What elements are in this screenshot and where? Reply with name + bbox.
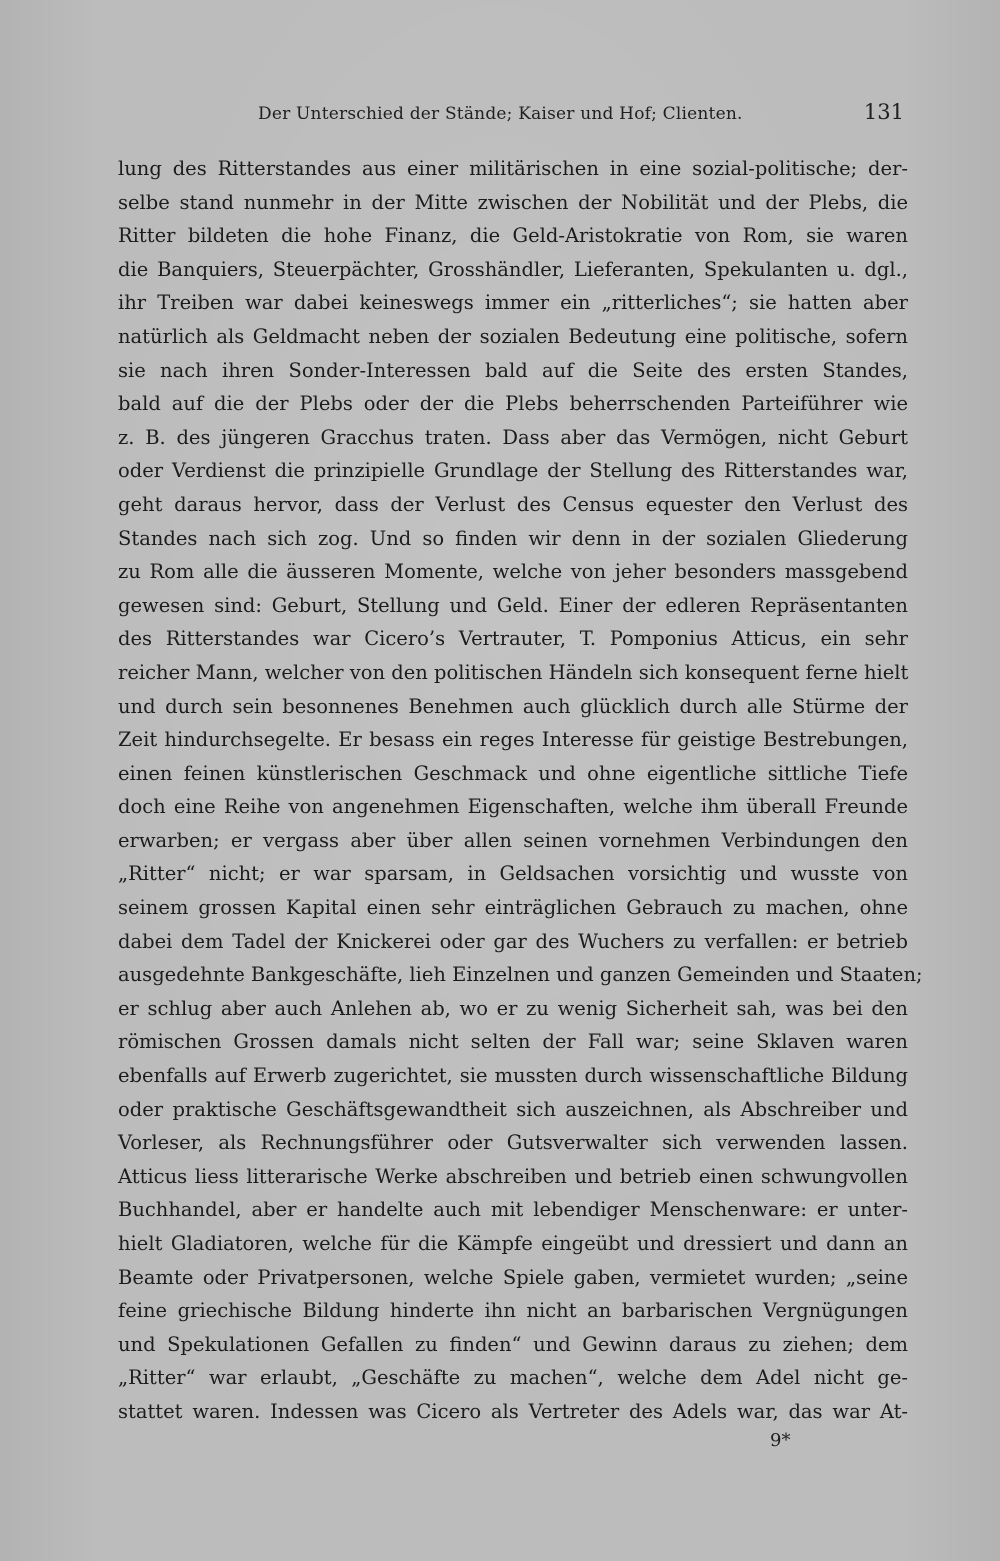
- body-text: [118, 152, 923, 1429]
- text-line: „Ritter“ nicht; er war sparsam, in Geldsachen vorsichtig und wusste von: [118, 862, 908, 886]
- text-line: gewesen sind: Geburt, Stellung und Geld. Einer der edleren Repräsentanten: [118, 593, 908, 617]
- text-line: und Spekulationen Gefallen zu finden“ und Gewinn daraus zu ziehen; dem: [118, 1332, 908, 1356]
- text-line: des Ritterstandes war Cicero’s Vertrauter, T. Pomponius Atticus, ein sehr: [118, 627, 908, 651]
- text-line: hielt Gladiatoren, welche für die Kämpfe eingeübt und dressiert und dann an: [118, 1232, 908, 1255]
- text-line: Standes nach sich zog. Und so finden wir denn in der sozialen Gliederung: [118, 526, 908, 550]
- text-line: erwarben; er vergass aber über allen seinen vornehmen Verbindungen den: [118, 828, 908, 852]
- text-line: Zeit hindurchsegelte. Er besass ein reges Interesse für geistige Bestrebungen,: [118, 728, 908, 752]
- text-line: Atticus liess litterarische Werke abschreiben und betrieb einen schwungvollen: [118, 1164, 908, 1188]
- text-line: bald auf die der Plebs oder der die Plebs beherrschenden Parteiführer wie: [118, 392, 908, 416]
- text-line: er schlug aber auch Anlehen ab, wo er zu wenig Sicherheit sah, was bei den: [118, 996, 908, 1020]
- signature-mark: 9*: [770, 1430, 791, 1451]
- text-line: einen feinen künstlerischen Geschmack und ohne eigentliche sittliche Tiefe: [118, 761, 908, 785]
- text-line: geht daraus hervor, dass der Verlust des Census equester den Verlust des: [118, 492, 908, 516]
- text-line: selbe stand nunmehr in der Mitte zwischen der Nobilität und der Plebs, die: [118, 190, 908, 214]
- text-line: ihr Treiben war dabei keineswegs immer ein „ritterliches“; sie hatten aber: [118, 291, 908, 315]
- text-line: zu Rom alle die äusseren Momente, welche von jeher besonders massgebend: [118, 560, 908, 584]
- text-line: und durch sein besonnenes Benehmen auch glücklich durch alle Stürme der: [118, 694, 908, 718]
- text-line: feine griechische Bildung hinderte ihn nicht an barbarischen Vergnügungen: [118, 1299, 908, 1323]
- text-line: seinem grossen Kapital einen sehr einträglichen Gebrauch zu machen, ohne: [118, 896, 908, 920]
- text-line: oder Verdienst die prinzipielle Grundlage der Stellung des Ritterstandes war,: [118, 459, 908, 483]
- text-line: Vorleser, als Rechnungsführer oder Gutsverwalter sich verwenden lassen.: [118, 1131, 908, 1155]
- text-line: z. B. des jüngeren Gracchus traten. Dass aber das Vermögen, nicht Geburt: [118, 425, 908, 449]
- text-line: Ritter bildeten die hohe Finanz, die Geld-Aristokratie von Rom, sie waren: [118, 224, 908, 248]
- text-line: ebenfalls auf Erwerb zugerichtet, sie mussten durch wissenschaftliche Bildung: [118, 1064, 908, 1088]
- text-line: doch eine Reihe von angenehmen Eigenschaften, welche ihm überall Freunde: [118, 795, 908, 819]
- running-title: Der Unterschied der Stände; Kaiser und Hof; Clienten.: [258, 104, 743, 124]
- text-line: oder praktische Geschäftsgewandtheit sich auszeichnen, als Abschreiber und: [118, 1097, 908, 1121]
- text-line: die Banquiers, Steuerpächter, Grosshändler, Lieferanten, Spekulanten u. dgl.,: [118, 257, 908, 281]
- text-line: lung des Ritterstandes aus einer militärischen in eine sozial-politische; der-: [118, 157, 908, 180]
- text-line: Beamte oder Privatpersonen, welche Spiele gaben, vermietet wurden; „seine: [118, 1265, 908, 1289]
- text-line: ausgedehnte Bankgeschäfte, lieh Einzelnen und ganzen Gemeinden und Staaten;: [118, 963, 923, 987]
- text-line: sie nach ihren Sonder-Interessen bald auf die Seite des ersten Standes,: [118, 358, 908, 382]
- text-line: Buchhandel, aber er handelte auch mit lebendiger Menschenware: er unter-: [118, 1198, 908, 1222]
- text-line: „Ritter“ war erlaubt, „Geschäfte zu machen“, welche dem Adel nicht ge-: [118, 1366, 908, 1390]
- text-line: dabei dem Tadel der Knickerei oder gar des Wuchers zu verfallen: er betrieb: [118, 929, 908, 953]
- page-number: 131: [863, 100, 904, 124]
- text-line: natürlich als Geldmacht neben der sozialen Bedeutung eine politische, sofern: [118, 324, 908, 348]
- text-line: reicher Mann, welcher von den politischen Händeln sich konsequent ferne hielt: [118, 660, 909, 684]
- text-line: stattet waren. Indessen was Cicero als Vertreter des Adels war, das war At-: [118, 1399, 908, 1423]
- text-line: römischen Grossen damals nicht selten der Fall war; seine Sklaven waren: [118, 1030, 908, 1054]
- running-header: [118, 98, 906, 138]
